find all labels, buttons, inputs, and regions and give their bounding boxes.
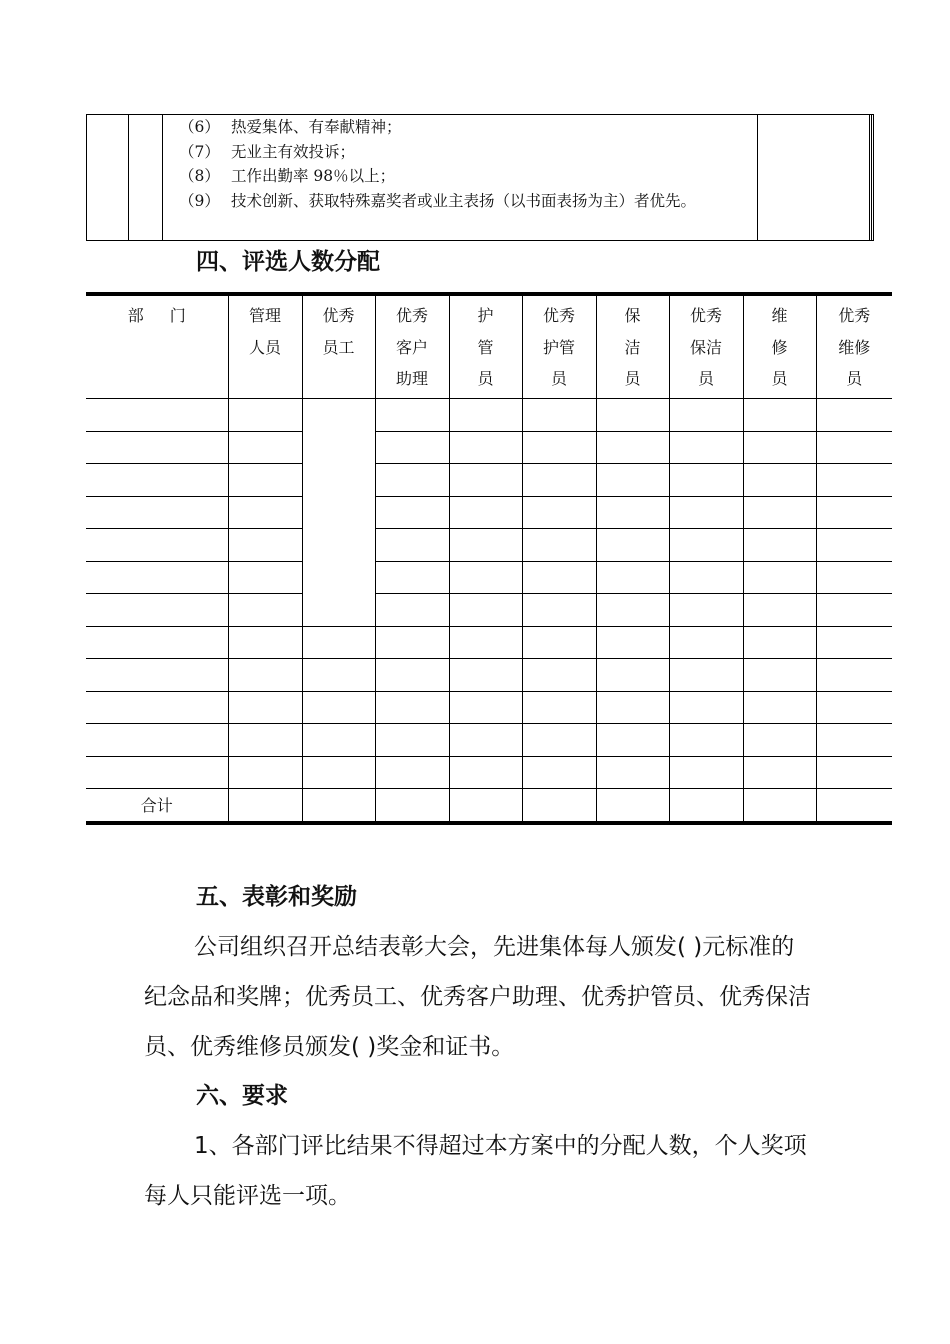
table-cell[interactable] — [228, 659, 302, 692]
criteria-number: （8） — [179, 167, 220, 185]
column-header-label: 优秀 客户 助理 — [395, 306, 428, 388]
table-cell[interactable] — [743, 789, 816, 821]
table-cell[interactable] — [449, 464, 522, 497]
table-cell[interactable] — [669, 561, 743, 594]
table-cell[interactable] — [228, 594, 302, 627]
table-cell[interactable] — [522, 496, 596, 529]
table-cell[interactable] — [522, 464, 596, 497]
table-cell[interactable] — [669, 529, 743, 562]
table-cell[interactable] — [375, 626, 449, 659]
table-cell[interactable] — [522, 529, 596, 562]
table-cell[interactable] — [86, 724, 228, 757]
table-cell[interactable] — [375, 496, 449, 529]
criteria-item — [179, 189, 759, 214]
table-cell[interactable] — [743, 626, 816, 659]
table-cell[interactable] — [816, 626, 892, 659]
table-cell[interactable] — [669, 431, 743, 464]
table-cell[interactable] — [228, 626, 302, 659]
column-divider — [128, 115, 129, 240]
criteria-text: 技术创新、获取特殊嘉奖者或业主表扬（以书面表扬为主）者优先。 — [231, 191, 697, 210]
table-cell[interactable] — [816, 659, 892, 692]
table-cell[interactable] — [596, 496, 669, 529]
table-cell[interactable] — [522, 399, 596, 432]
criteria-item — [179, 164, 759, 189]
table-cell[interactable] — [449, 431, 522, 464]
table-row — [86, 464, 892, 497]
table-row — [86, 756, 892, 789]
allocation-table — [86, 292, 892, 825]
table-cell[interactable] — [86, 431, 228, 464]
table-cell[interactable] — [522, 431, 596, 464]
column-header-label: 保 洁 员 — [624, 306, 641, 388]
column-header — [669, 296, 743, 399]
table-cell[interactable] — [743, 594, 816, 627]
table-cell[interactable] — [816, 756, 892, 789]
table-row — [86, 626, 892, 659]
table-cell[interactable] — [228, 464, 302, 497]
criteria-number: （7） — [179, 142, 220, 161]
table-row — [86, 561, 892, 594]
table-cell[interactable] — [816, 496, 892, 529]
table-cell[interactable] — [228, 724, 302, 757]
table-row — [86, 529, 892, 562]
table-cell[interactable] — [816, 724, 892, 757]
table-cell[interactable] — [816, 691, 892, 724]
table-cell[interactable] — [596, 756, 669, 789]
table-cell[interactable] — [522, 756, 596, 789]
column-header — [375, 296, 449, 399]
column-header-label: 优秀 维修 员 — [838, 306, 871, 388]
table-cell[interactable] — [86, 626, 228, 659]
table-cell[interactable] — [816, 789, 892, 821]
table-cell[interactable] — [816, 464, 892, 497]
table-cell[interactable] — [228, 399, 302, 432]
criteria-text: 无业主有效投诉； — [231, 142, 356, 161]
table-cell[interactable] — [228, 789, 302, 821]
table-row — [86, 496, 892, 529]
column-divider — [869, 115, 872, 240]
section-5-text: 公司组织召开总结表彰大会，先进集体每人颁发( )元标准的纪念品和奖牌；优秀员工、优秀客户助理、优秀护管员、优秀保洁员、优秀维修员颁发( )奖金和证书。 — [144, 934, 811, 1060]
table-cell[interactable] — [449, 561, 522, 594]
section-6-title: 六、要求 — [196, 1083, 288, 1109]
criteria-item — [179, 115, 759, 140]
table-cell[interactable] — [228, 561, 302, 594]
table-cell[interactable] — [522, 561, 596, 594]
table-cell[interactable] — [375, 431, 449, 464]
table-cell[interactable] — [522, 594, 596, 627]
table-cell[interactable] — [228, 691, 302, 724]
table-cell[interactable] — [743, 464, 816, 497]
table-cell[interactable] — [449, 496, 522, 529]
table-row — [86, 691, 892, 724]
criteria-number: （6） — [179, 118, 220, 136]
table-cell[interactable] — [375, 724, 449, 757]
table-cell[interactable] — [449, 691, 522, 724]
section-5-title: 五、表彰和奖励 — [196, 884, 357, 910]
table-cell[interactable] — [743, 659, 816, 692]
table-cell[interactable] — [449, 529, 522, 562]
column-header-label: 优秀 员工 — [322, 306, 355, 357]
column-header-label: 部门 — [127, 306, 212, 325]
section-5-body — [144, 922, 812, 1072]
table-cell[interactable] — [596, 464, 669, 497]
table-row — [86, 431, 892, 464]
table-cell[interactable] — [449, 659, 522, 692]
table-cell[interactable] — [596, 594, 669, 627]
table-cell[interactable] — [302, 724, 375, 757]
table-cell[interactable] — [86, 464, 228, 497]
table-cell[interactable] — [596, 561, 669, 594]
table-row — [86, 594, 892, 627]
column-header — [743, 296, 816, 399]
section-4-title: 四、评选人数分配 — [196, 249, 380, 275]
table-cell[interactable] — [449, 399, 522, 432]
table-cell[interactable] — [596, 724, 669, 757]
table-cell[interactable] — [449, 724, 522, 757]
table-cell[interactable] — [669, 691, 743, 724]
table-cell[interactable] — [86, 756, 228, 789]
table-cell[interactable] — [669, 756, 743, 789]
table-cell[interactable] — [669, 496, 743, 529]
criteria-list — [179, 115, 759, 213]
table-row — [86, 724, 892, 757]
table-cell[interactable] — [449, 626, 522, 659]
table-cell[interactable] — [375, 659, 449, 692]
table-cell[interactable] — [302, 399, 375, 627]
table-cell[interactable] — [669, 659, 743, 692]
table-cell[interactable] — [86, 659, 228, 692]
table-cell[interactable] — [522, 659, 596, 692]
table-cell[interactable] — [522, 626, 596, 659]
criteria-number: （9） — [179, 191, 220, 210]
table-cell[interactable] — [449, 756, 522, 789]
criteria-table — [86, 114, 874, 241]
column-header — [86, 296, 228, 399]
total-label: 合计 — [86, 789, 228, 821]
criteria-item — [179, 140, 759, 165]
table-cell[interactable] — [86, 399, 228, 432]
table-cell[interactable] — [743, 756, 816, 789]
table-cell[interactable] — [375, 561, 449, 594]
table-cell[interactable] — [669, 399, 743, 432]
column-header-label: 护 管 员 — [477, 306, 494, 388]
column-header — [449, 296, 522, 399]
table-cell[interactable] — [743, 691, 816, 724]
table-cell[interactable] — [743, 529, 816, 562]
column-header-label: 管理 人员 — [248, 306, 281, 357]
column-header-label: 维 修 员 — [771, 306, 788, 388]
table-cell[interactable] — [669, 626, 743, 659]
column-header-label: 优秀 护管 员 — [542, 306, 575, 388]
table-cell[interactable] — [302, 691, 375, 724]
table-cell[interactable] — [86, 594, 228, 627]
table-cell[interactable] — [86, 529, 228, 562]
section-6-text: 1、各部门评比结果不得超过本方案中的分配人数，个人奖项每人只能评选一项。 — [144, 1133, 807, 1209]
table-cell[interactable] — [596, 626, 669, 659]
table-cell[interactable] — [375, 756, 449, 789]
column-header — [228, 296, 302, 399]
column-header — [522, 296, 596, 399]
table-cell[interactable] — [596, 431, 669, 464]
table-cell[interactable] — [522, 724, 596, 757]
table-cell[interactable] — [86, 691, 228, 724]
table-cell[interactable] — [596, 529, 669, 562]
table-cell[interactable] — [743, 561, 816, 594]
table-cell[interactable] — [228, 529, 302, 562]
column-header — [302, 296, 375, 399]
table-cell[interactable] — [302, 659, 375, 692]
table-cell[interactable] — [669, 594, 743, 627]
table-cell[interactable] — [449, 789, 522, 821]
table-cell[interactable] — [86, 561, 228, 594]
table-cell[interactable] — [669, 789, 743, 821]
table-cell[interactable] — [449, 594, 522, 627]
table-cell[interactable] — [816, 431, 892, 464]
table-cell[interactable] — [375, 691, 449, 724]
column-header-label: 优秀 保洁 员 — [689, 306, 722, 388]
table-cell[interactable] — [86, 496, 228, 529]
table-cell[interactable] — [228, 431, 302, 464]
table-cell[interactable] — [743, 431, 816, 464]
table-cell[interactable] — [375, 594, 449, 627]
table-cell[interactable] — [302, 756, 375, 789]
table-cell[interactable] — [375, 789, 449, 821]
criteria-text: 热爱集体、有奉献精神； — [231, 118, 402, 136]
table-cell[interactable] — [522, 789, 596, 821]
table-cell[interactable] — [816, 529, 892, 562]
table-cell[interactable] — [596, 789, 669, 821]
table-cell[interactable] — [302, 789, 375, 821]
total-row — [86, 789, 892, 821]
column-header — [596, 296, 669, 399]
table-cell[interactable] — [596, 659, 669, 692]
table-cell[interactable] — [816, 561, 892, 594]
column-header — [816, 296, 892, 399]
table-cell[interactable] — [596, 399, 669, 432]
table-cell[interactable] — [669, 724, 743, 757]
table-cell[interactable] — [816, 594, 892, 627]
table-cell[interactable] — [743, 724, 816, 757]
table-row — [86, 399, 892, 432]
table-row — [86, 659, 892, 692]
table-cell[interactable] — [302, 626, 375, 659]
column-divider — [162, 115, 163, 240]
section-6-body — [144, 1121, 812, 1221]
table-cell[interactable] — [375, 464, 449, 497]
table-cell[interactable] — [743, 496, 816, 529]
table-cell[interactable] — [375, 529, 449, 562]
table-cell[interactable] — [522, 691, 596, 724]
table-cell[interactable] — [375, 399, 449, 432]
table-cell[interactable] — [228, 496, 302, 529]
table-cell[interactable] — [816, 399, 892, 432]
table-cell[interactable] — [596, 691, 669, 724]
table-cell[interactable] — [228, 756, 302, 789]
table-cell[interactable] — [669, 464, 743, 497]
table-cell[interactable] — [743, 399, 816, 432]
criteria-text: 工作出勤率 98％以上； — [231, 167, 396, 185]
